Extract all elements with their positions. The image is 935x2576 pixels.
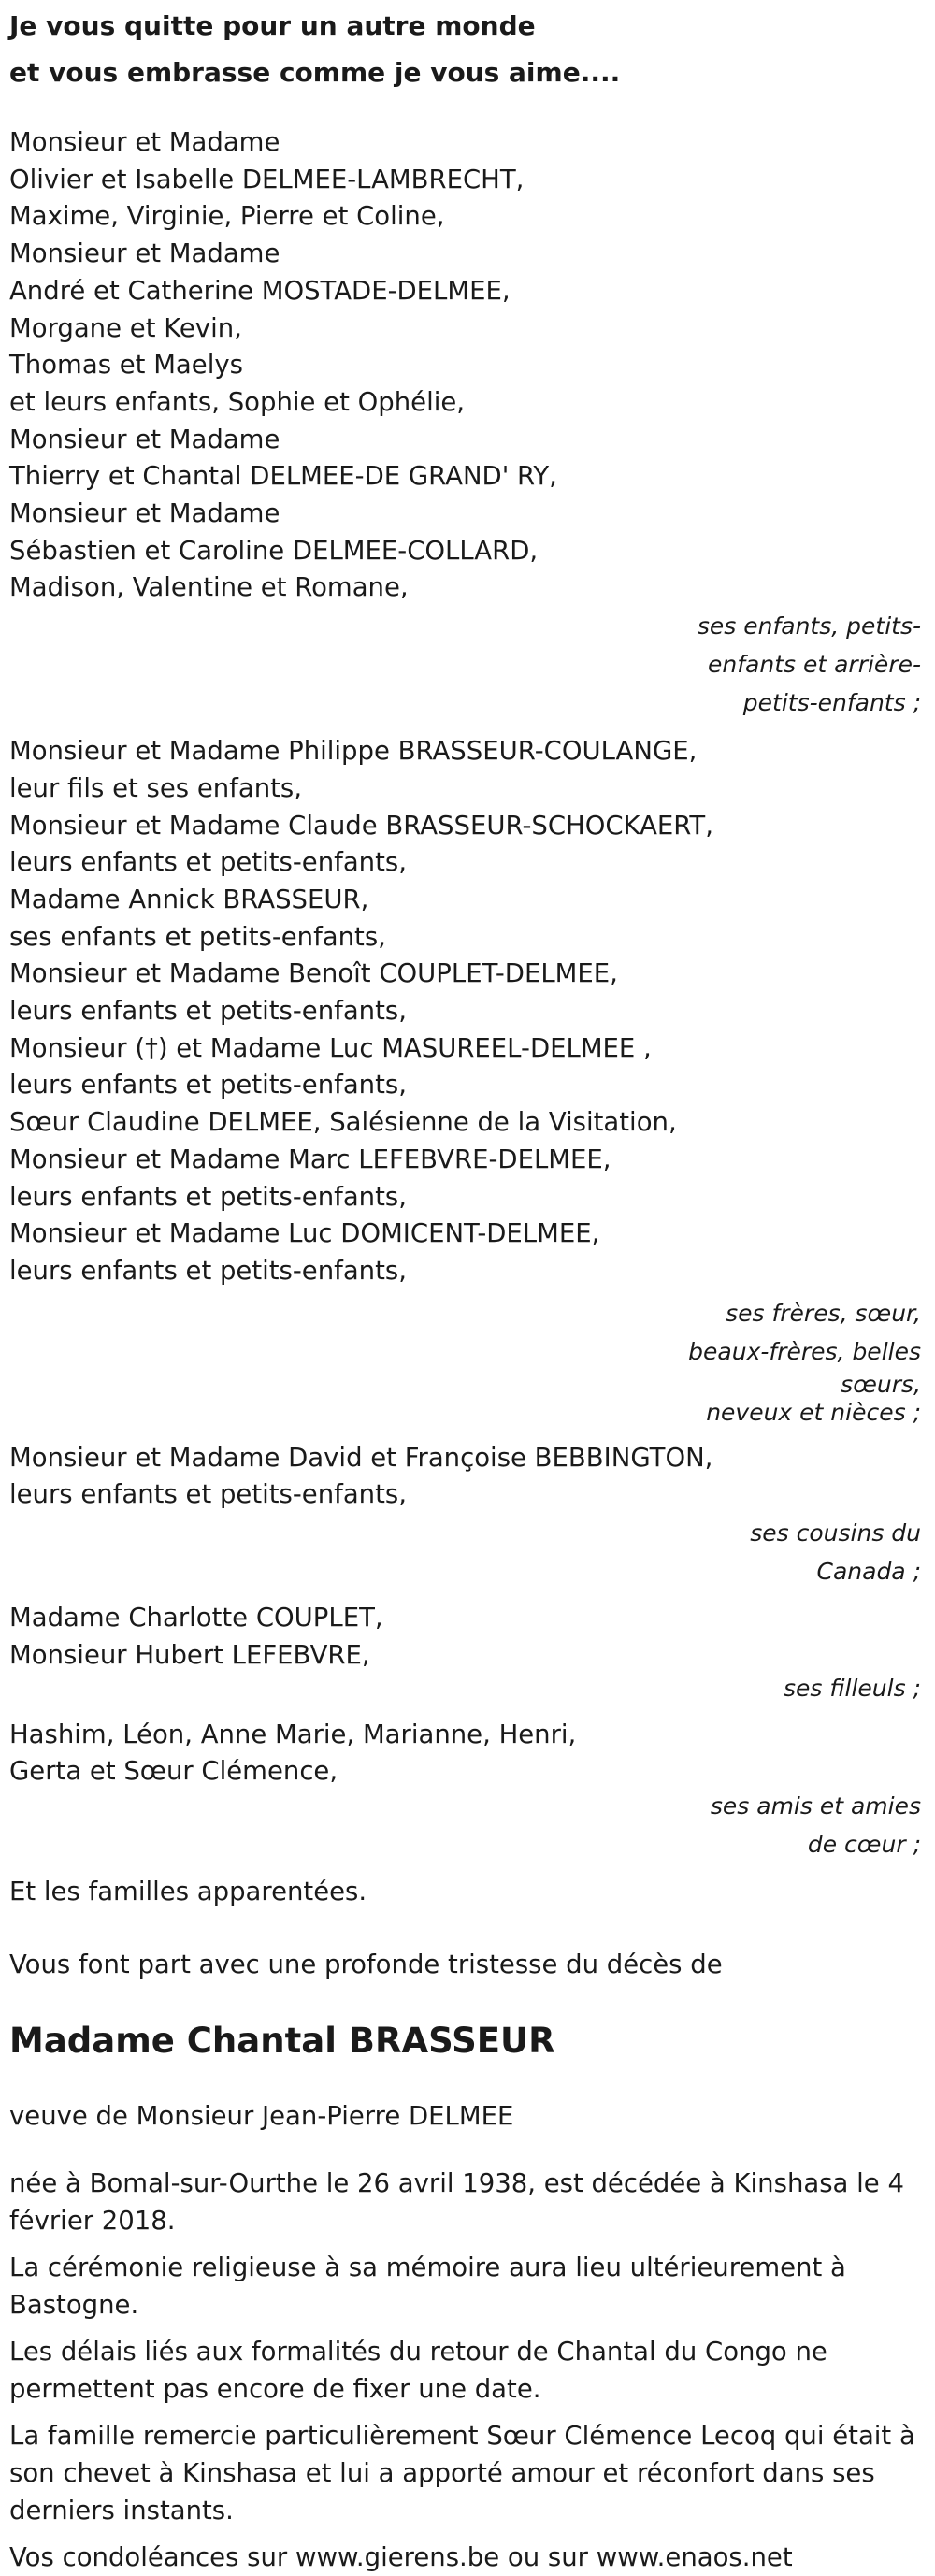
family-line: Monsieur et Madame David et Françoise BEBBINGTON, xyxy=(9,1442,713,1473)
family-line: André et Catherine MOSTADE-DELMEE, xyxy=(9,275,511,306)
relationship-caption xyxy=(9,1294,921,1427)
relationship-caption xyxy=(9,607,921,722)
relationship-line: ses cousins du xyxy=(750,1519,921,1547)
body-paragraph: Les délais liés aux formalités du retour de Chantal du Congo ne permettent pas encore de fixer une date. xyxy=(9,2336,827,2404)
relationship-line: enfants et arrière- xyxy=(708,651,921,679)
relationship-line: sœurs, xyxy=(841,1370,921,1398)
family-line: ses enfants et petits-enfants, xyxy=(9,921,386,952)
relationship-line: petits-enfants ; xyxy=(742,689,921,717)
family-line: Sœur Claudine DELMEE, Salésienne de la Visitation, xyxy=(9,1107,677,1138)
relationship-line: ses amis et amies xyxy=(710,1792,921,1820)
family-line: Monsieur et Madame Luc DOMICENT-DELMEE, xyxy=(9,1218,600,1249)
family-line: Madame Charlotte COUPLET, xyxy=(9,1603,383,1633)
relationship-line: beaux-frères, belles xyxy=(688,1337,921,1365)
family-line: leurs enfants et petits-enfants, xyxy=(9,1070,407,1101)
family-line: leurs enfants et petits-enfants, xyxy=(9,1479,407,1510)
family-line: Hashim, Léon, Anne Marie, Marianne, Henri, xyxy=(9,1719,577,1749)
deceased-name: Madame Chantal BRASSEUR xyxy=(9,2020,555,2061)
family-line: Morgane et Kevin, xyxy=(9,312,242,343)
family-group-godchildren xyxy=(9,1600,926,1706)
family-line: Thomas et Maelys xyxy=(9,350,243,381)
family-line: Monsieur et Madame Philippe BRASSEUR-COULANGE, xyxy=(9,736,698,767)
widow-of: veuve de Monsieur Jean-Pierre DELMEE xyxy=(9,2100,514,2131)
family-line: Monsieur et Madame xyxy=(9,424,280,454)
family-line: Monsieur (†) et Madame Luc MASUREEL-DELMEE , xyxy=(9,1032,652,1063)
related-families: Et les familles apparentées. xyxy=(9,1876,367,1907)
obituary-body xyxy=(9,2165,926,2576)
relationship-line: neveux et nièces ; xyxy=(706,1398,921,1426)
family-line: Monsieur et Madame Benoît COUPLET-DELMEE, xyxy=(9,958,618,989)
relationship-caption xyxy=(9,1514,921,1590)
family-line: Madison, Valentine et Romane, xyxy=(9,572,409,603)
body-paragraph: née à Bomal-sur-Ourthe le 26 avril 1938, est décédée à Kinshasa le 4 février 2018. xyxy=(9,2167,904,2236)
relationship-line: de cœur ; xyxy=(807,1830,921,1858)
epitaph xyxy=(9,3,926,96)
family-line: leurs enfants et petits-enfants, xyxy=(9,996,407,1027)
announcement: Vous font part avec une profonde tristesse du décès de xyxy=(9,1949,723,1979)
family-line: Monsieur et Madame xyxy=(9,498,280,529)
family-group-friends xyxy=(9,1717,926,1864)
relationship-line: ses enfants, petits- xyxy=(697,612,921,640)
family-line: Monsieur et Madame xyxy=(9,238,280,269)
family-line: Monsieur et Madame Marc LEFEBVRE-DELMEE, xyxy=(9,1144,611,1174)
family-line: Monsieur et Madame xyxy=(9,127,280,157)
family-line: Monsieur Hubert LEFEBVRE, xyxy=(9,1639,370,1670)
family-line: Madame Annick BRASSEUR, xyxy=(9,884,369,914)
relationship-caption xyxy=(9,1669,921,1707)
family-line: Sébastien et Caroline DELMEE-COLLARD, xyxy=(9,535,539,566)
relationship-line: ses frères, sœur, xyxy=(726,1299,921,1327)
relationship-line: ses filleuls ; xyxy=(784,1674,921,1702)
body-paragraph: La famille remercie particulièrement Sœur Clémence Lecoq qui était à son chevet à Kinshasa et lui a apporté amour et réconfort dans ses derniers instants. xyxy=(9,2420,915,2526)
epitaph-line: et vous embrasse comme je vous aime.... xyxy=(9,57,621,88)
family-line: Gerta et Sœur Clémence, xyxy=(9,1756,338,1787)
obituary-page xyxy=(9,0,926,2576)
family-line: Thierry et Chantal DELMEE-DE GRAND' RY, xyxy=(9,461,557,492)
family-line: leurs enfants et petits-enfants, xyxy=(9,1181,407,1212)
family-group-children xyxy=(9,124,926,722)
family-line: Maxime, Virginie, Pierre et Coline, xyxy=(9,201,445,232)
epitaph-line: Je vous quitte pour un autre monde xyxy=(9,10,536,41)
condolences-links: Vos condoléances sur www.gierens.be ou sur www.enaos.net xyxy=(9,2541,793,2572)
body-paragraph: La cérémonie religieuse à sa mémoire aura lieu ultérieurement à Bastogne. xyxy=(9,2252,846,2320)
family-line: leur fils et ses enfants, xyxy=(9,772,302,803)
family-group-cousins xyxy=(9,1440,926,1590)
family-line: Monsieur et Madame Claude BRASSEUR-SCHOCKAERT, xyxy=(9,810,713,841)
family-group-siblings xyxy=(9,733,926,1427)
family-line: et leurs enfants, Sophie et Ophélie, xyxy=(9,386,466,417)
relationship-caption xyxy=(9,1787,921,1864)
relationship-line: Canada ; xyxy=(816,1558,921,1586)
family-line: leurs enfants et petits-enfants, xyxy=(9,1255,407,1286)
family-line: leurs enfants et petits-enfants, xyxy=(9,847,407,878)
family-line: Olivier et Isabelle DELMEE-LAMBRECHT, xyxy=(9,164,525,194)
